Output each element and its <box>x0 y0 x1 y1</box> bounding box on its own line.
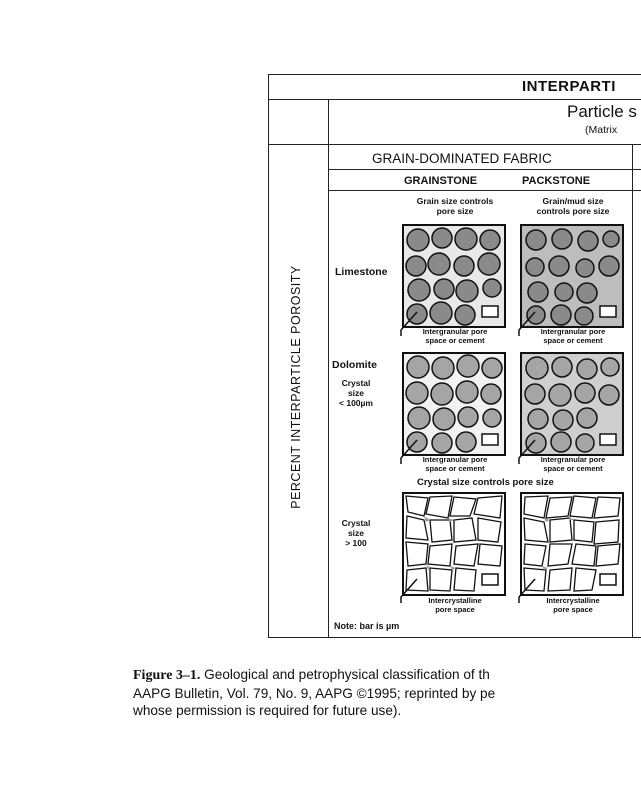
pore-label-grainstone-row3: Intercrystalline pore space <box>428 596 482 614</box>
table-right-divider <box>632 144 633 638</box>
header-matrix: (Matrix <box>585 124 618 136</box>
pore-label-grainstone-row2: Intergranular pore space or cement <box>422 455 488 473</box>
header-particle-size: Particle s <box>567 102 637 121</box>
fabric-group-label: GRAIN-DOMINATED FABRIC <box>372 151 552 166</box>
pore-label-packstone-row2: Intergranular pore space or cement <box>540 455 606 473</box>
table-bottom-border <box>268 637 641 638</box>
row-sublabel-crystal: Crystal size > 100 <box>341 518 371 548</box>
row-sublabel-dolomite: Crystal size < 100µm <box>339 378 373 408</box>
figure-caption <box>133 666 641 720</box>
table-column-divider <box>328 190 641 191</box>
figure-label: Figure 3–1. <box>133 668 201 683</box>
table-side-divider <box>328 99 329 638</box>
row-label-dolomite: Dolomite <box>332 359 377 371</box>
pore-label-grainstone-row1: Intergranular pore space or cement <box>422 327 488 345</box>
caption-line-2: AAPG Bulletin, Vol. 79, No. 9, AAPG ©1995; reprinted by pe <box>133 685 496 701</box>
column-packstone: PACKSTONE <box>522 175 591 187</box>
caption-grainstone-row1: Grain size controls pore size <box>416 196 494 216</box>
table-top-border <box>268 74 641 75</box>
caption-line-3: whose permission is required for future use). <box>133 703 402 718</box>
pore-label-packstone-row1: Intergranular pore space or cement <box>540 327 606 345</box>
table-left-border <box>268 74 269 638</box>
column-grainstone: GRAINSTONE <box>404 175 478 187</box>
table-note: Note: bar is µm <box>334 621 400 631</box>
row-caption-crystal: Crystal size controls pore size <box>417 477 554 488</box>
pore-label-packstone-row3: Intercrystalline pore space <box>546 596 600 614</box>
header-interparticle: INTERPARTI <box>522 78 616 95</box>
row-label-limestone: Limestone <box>335 266 388 278</box>
side-label-porosity: PERCENT INTERPARTICLE POROSITY <box>289 265 303 509</box>
table-header-divider <box>268 99 641 100</box>
caption-packstone-row1: Grain/mud size controls pore size <box>536 196 610 216</box>
table-matrix-divider <box>268 144 641 145</box>
caption-line-1: Figure 3–1. Geological and petrophysical classification of th <box>133 667 490 683</box>
table-fabric-divider <box>328 169 641 170</box>
